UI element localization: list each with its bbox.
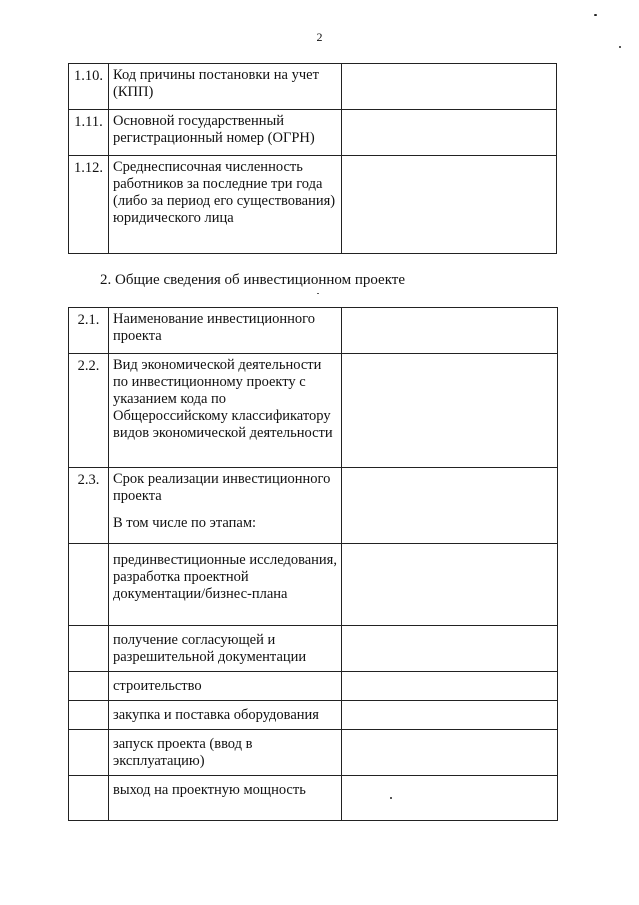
table-row [69,468,558,544]
row-label: закупка и поставка оборудования [109,701,342,730]
row-value-field[interactable] [342,308,558,354]
row-label: Вид экономической деятельности по инвестиционному проекту с указанием кода по Общероссийскому классификатору видов экономической деятельности [109,354,342,468]
row-number [69,730,109,776]
scan-speck [390,797,392,799]
row-number [69,701,109,730]
row-value-field[interactable] [342,64,557,110]
scan-speck [619,46,621,48]
table-row [69,701,558,730]
row-number: 1.12. [69,156,109,254]
scan-speck [317,293,319,294]
row-label: запуск проекта (ввод в эксплуатацию) [109,730,342,776]
table-row [69,110,557,156]
row-label: прединвестиционные исследования, разработка проектной документации/бизнес-плана [109,544,342,626]
row-number [69,544,109,626]
page-number: 2 [316,30,323,44]
row-number: 2.1. [69,308,109,354]
project-info-table [68,307,558,821]
row-label: Среднесписочная численность работников за последние три года (либо за период его существования) юридического лица [109,156,342,254]
table-row [69,354,558,468]
row-value-field[interactable] [342,156,557,254]
table-row [69,672,558,701]
row-value-field[interactable] [342,468,558,544]
table-row [69,156,557,254]
row-value-field[interactable] [342,730,558,776]
row-value-field[interactable] [342,626,558,672]
company-info-table [68,63,557,254]
row-number: 2.2. [69,354,109,468]
table-row [69,776,558,821]
row-label: строительство [109,672,342,701]
table-row [69,308,558,354]
table-row [69,64,557,110]
row-label: выход на проектную мощность [109,776,342,821]
row-number [69,776,109,821]
row-value-field[interactable] [342,672,558,701]
table-row [69,626,558,672]
row-number: 1.11. [69,110,109,156]
row-value-field[interactable] [342,110,557,156]
row-value-field[interactable] [342,776,558,821]
scan-speck [594,14,597,16]
row-label: Основной государственный регистрационный номер (ОГРН) [109,110,342,156]
row-number: 2.3. [69,468,109,544]
section-heading: 2. Общие сведения об инвестиционном проекте [100,272,405,288]
row-number [69,626,109,672]
row-number: 1.10. [69,64,109,110]
row-number [69,672,109,701]
row-label: Наименование инвестиционного проекта [109,308,342,354]
row-value-field[interactable] [342,544,558,626]
row-value-field[interactable] [342,701,558,730]
row-label [109,468,342,544]
table-row [69,730,558,776]
row-value-field[interactable] [342,354,558,468]
row-label-text: Срок реализации инвестиционного проекта [113,471,331,504]
row-label: получение согласующей и разрешительной документации [109,626,342,672]
table-row [69,544,558,626]
stages-note: В том числе по этапам: [113,515,257,531]
row-label: Код причины постановки на учет (КПП) [109,64,342,110]
